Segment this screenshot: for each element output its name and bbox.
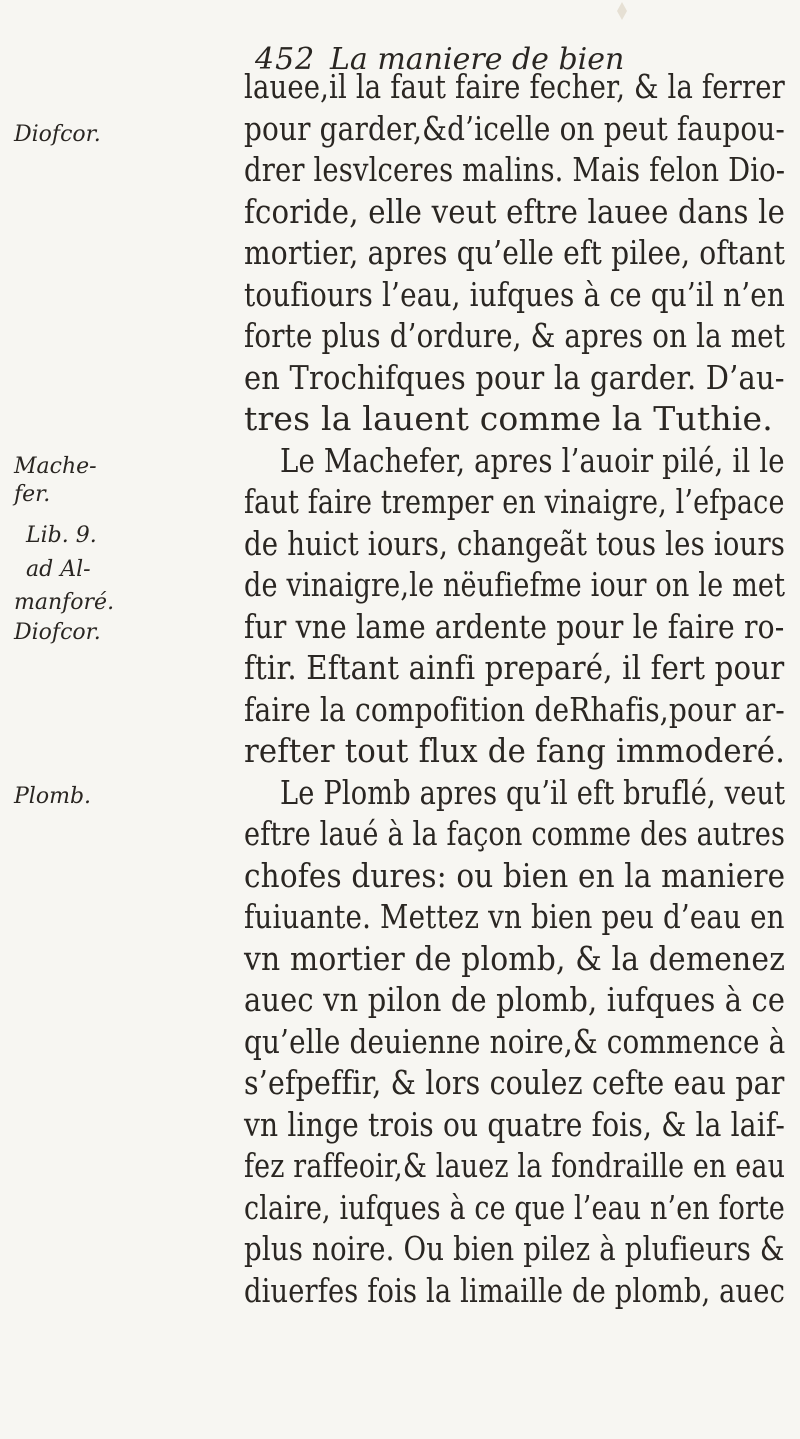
text-line: refter tout flux de fang immoderé. <box>244 731 786 770</box>
text-line: pour garder,&d’icelle on peut faupou- <box>244 109 786 148</box>
text-line: de vinaigre,le nëufiefme iour on le met <box>244 565 786 604</box>
text-line: lauee,il la faut faire fecher, & la ferrer <box>244 67 785 106</box>
margin-note: fer. <box>14 482 51 507</box>
text-line: qu’elle deuienne noire,& commence à <box>244 1022 786 1061</box>
running-title: La maniere de bien <box>330 42 625 77</box>
text-line: fur vne lame ardente pour le faire ro- <box>244 607 785 646</box>
text-line: drer lesvlceres malins. Mais felon Dio- <box>244 150 786 189</box>
text-line: Le Machefer, apres l’auoir pilé, il le <box>280 441 785 480</box>
text-line: faut faire tremper en vinaigre, l’efpace <box>244 482 785 521</box>
text-line: tres la lauent comme la Tuthie. <box>244 399 773 438</box>
text-line: toufiours l’eau, iufques à ce qu’il n’en <box>244 275 785 314</box>
text-line: mortier, apres qu’elle eft pilee, oftant <box>244 233 786 272</box>
text-line: auec vn pilon de plomb, iufques à ce <box>244 980 786 1019</box>
text-line: fcoride, elle veut eftre lauee dans le <box>244 192 786 231</box>
text-line: chofes dures: ou bien en la maniere <box>244 856 786 895</box>
text-line: en Trochifques pour la garder. D’au- <box>244 358 785 397</box>
text-line: eftre laué à la façon comme des autres <box>244 814 786 853</box>
text-line: faire la compofition deRhafis,pour ar- <box>244 690 785 729</box>
margin-note: Diofcor. <box>14 122 101 147</box>
page-number: 452 <box>255 42 316 77</box>
margin-note: Plomb. <box>14 784 92 809</box>
margin-note: Mache- <box>14 454 97 479</box>
margin-note: manforé. <box>14 590 115 615</box>
text-line: vn linge trois ou quatre fois, & la laif- <box>244 1105 786 1144</box>
text-line: claire, iufques à ce que l’eau n’en forte <box>244 1188 786 1227</box>
margin-note: Diofcor. <box>14 620 101 645</box>
text-line: diuerfes fois la limaille de plomb, auec <box>244 1271 786 1310</box>
text-line: vn mortier de plomb, & la demenez <box>244 939 786 978</box>
text-line: de huict iours, changeãt tous les iours <box>244 524 786 563</box>
margin-note: ad Al- <box>26 557 91 582</box>
margin-note: Lib. 9. <box>26 523 97 548</box>
text-line: plus noire. Ou bien pilez à plufieurs & <box>244 1229 785 1268</box>
text-line: Le Plomb apres qu’il eft bruflé, veut <box>280 773 786 812</box>
text-line: ftir. Eftant ainfi preparé, il fert pour <box>244 648 785 687</box>
text-line: fuiuante. Mettez vn bien peu d’eau en <box>244 897 785 936</box>
text-line: fez raffeoir,& lauez la fondraille en eau <box>244 1146 786 1185</box>
text-line: forte plus d’ordure, & apres on la met <box>244 316 786 355</box>
text-line: s’efpeffir, & lors coulez cefte eau par <box>244 1063 785 1102</box>
printers-ornament-icon <box>612 0 632 22</box>
